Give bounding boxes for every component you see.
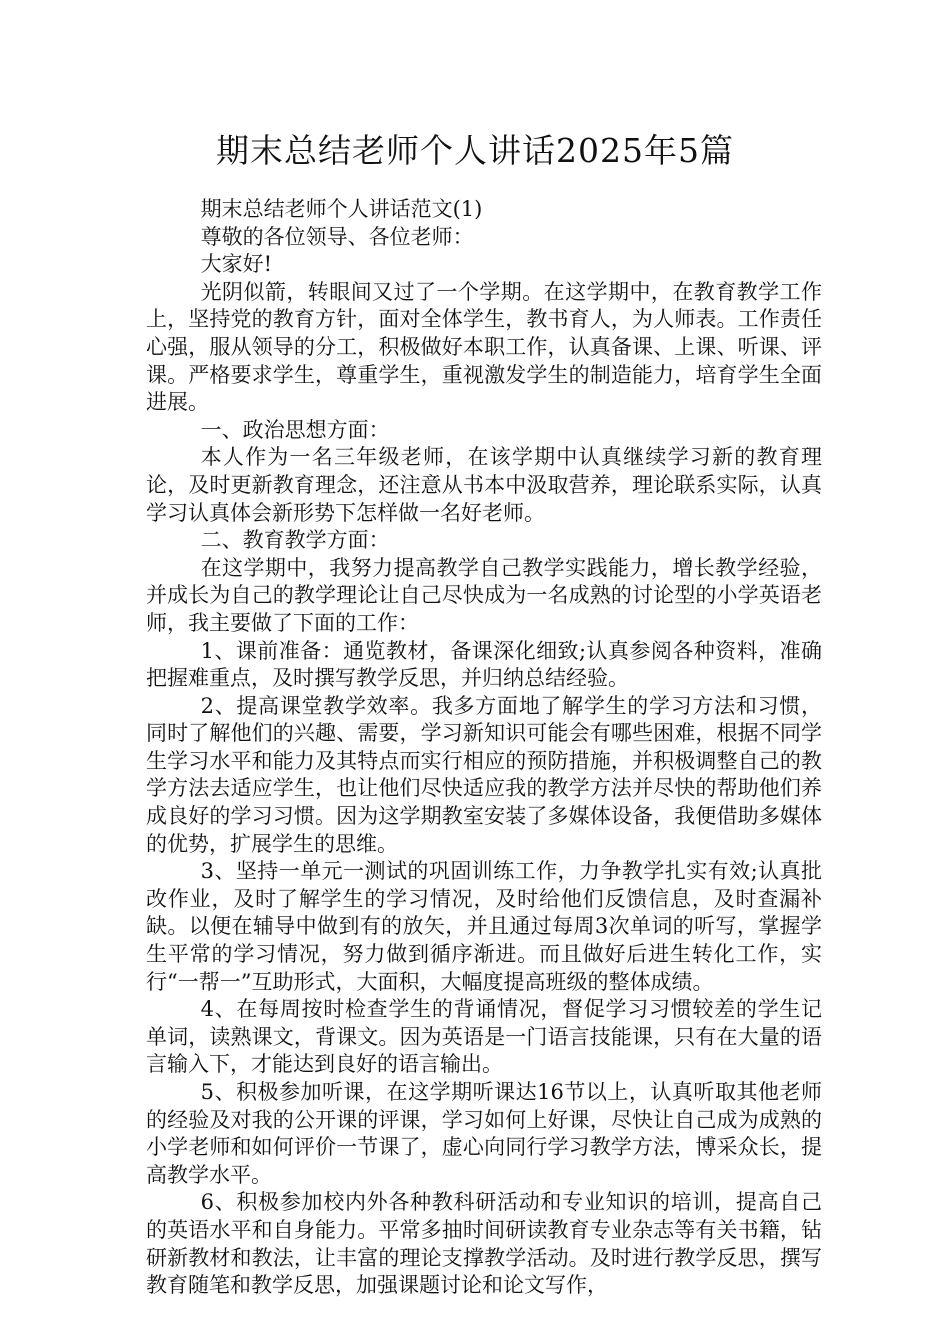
- document-title: 期末总结老师个人讲话2025年5篇: [216, 131, 734, 170]
- paragraph-greeting: 大家好!: [200, 252, 273, 277]
- list-item: 5、积极参加听课，在这学期听课达16节以上，认真听取其他老师的经验及对我的公开课的评课，学习如何上好课，尽快让自己成为成熟的小学老师和如何评价一节课了，虚心向同行学习教学方法，博采众长，提高教学水平。: [146, 1080, 822, 1187]
- section-heading: 一、政治思想方面：: [200, 417, 390, 442]
- paragraph: 在这学期中，我努力提高教学自己教学实践能力，增长教学经验，并成长为自己的教学理论让自己尽快成为一名成熟的讨论型的小学英语老师，我主要做了下面的工作：: [146, 555, 822, 635]
- paragraph-subtitle: 期末总结老师个人讲话范文(1): [200, 197, 483, 221]
- list-item: 1、课前准备：通览教材，备课深化细致;认真参阅各种资料，准确把握难重点，及时撰写教学反思，并归纳总结经验。: [146, 638, 822, 691]
- section-heading: 二、教育教学方面：: [200, 528, 390, 553]
- document-body: [146, 196, 822, 1300]
- paragraph-salutation: 尊敬的各位领导、各位老师：: [200, 224, 474, 249]
- list-item: 6、积极参加校内外各种教科研活动和专业知识的培训，提高自己的英语水平和自身能力。平常多抽时间研读教育专业杂志等有关书籍，钻研新教材和教法，让丰富的理论支撑教学活动。及时进行教学反思，撰写教育随笔和教学反思，加强课题讨论和论文写作，: [146, 1190, 822, 1298]
- list-item: 2、提高课堂教学效率。我多方面地了解学生的学习方法和习惯，同时了解他们的兴趣、需要，学习新知识可能会有哪些困难，根据不同学生学习水平和能力及其特点而实行相应的预防措施，并积极调整自己的教学方法去适应学生，也让他们尽快适应我的教学方法并尽快的帮助他们养成良好的学习习惯。因为这学期教室安装了多媒体设备，我便借助多媒体的优势，扩展学生的思维。: [146, 693, 822, 856]
- paragraph: 本人作为一名三年级老师，在该学期中认真继续学习新的教育理论，及时更新教育理念，还注意从书本中汲取营养，理论联系实际，认真学习认真体会新形势下怎样做一名好老师。: [146, 445, 822, 525]
- list-item: 4、在每周按时检查学生的背诵情况，督促学习习惯较差的学生记单词，读熟课文，背课文。因为英语是一门语言技能课，只有在大量的语言输入下，才能达到良好的语言输出。: [146, 997, 822, 1077]
- paragraph: 光阴似箭，转眼间又过了一个学期。在这学期中，在教育教学工作上，坚持党的教育方针，面对全体学生，教书育人，为人师表。工作责任心强，服从领导的分工，积极做好本职工作，认真备课、上课、听课、评课。严格要求学生，尊重学生，重视激发学生的制造能力，培育学生全面进展。: [146, 279, 822, 415]
- list-item: 3、坚持一单元一测试的巩固训练工作，力争教学扎实有效;认真批改作业，及时了解学生的学习情况，及时给他们反馈信息，及时查漏补缺。以便在辅导中做到有的放矢，并且通过每周3次单词的听写，掌握学生平常的学习情况，努力做到循序渐进。而且做好后进生转化工作，实行“一帮一”互助形式，大面积，大幅度提高班级的整体成绩。: [146, 859, 822, 994]
